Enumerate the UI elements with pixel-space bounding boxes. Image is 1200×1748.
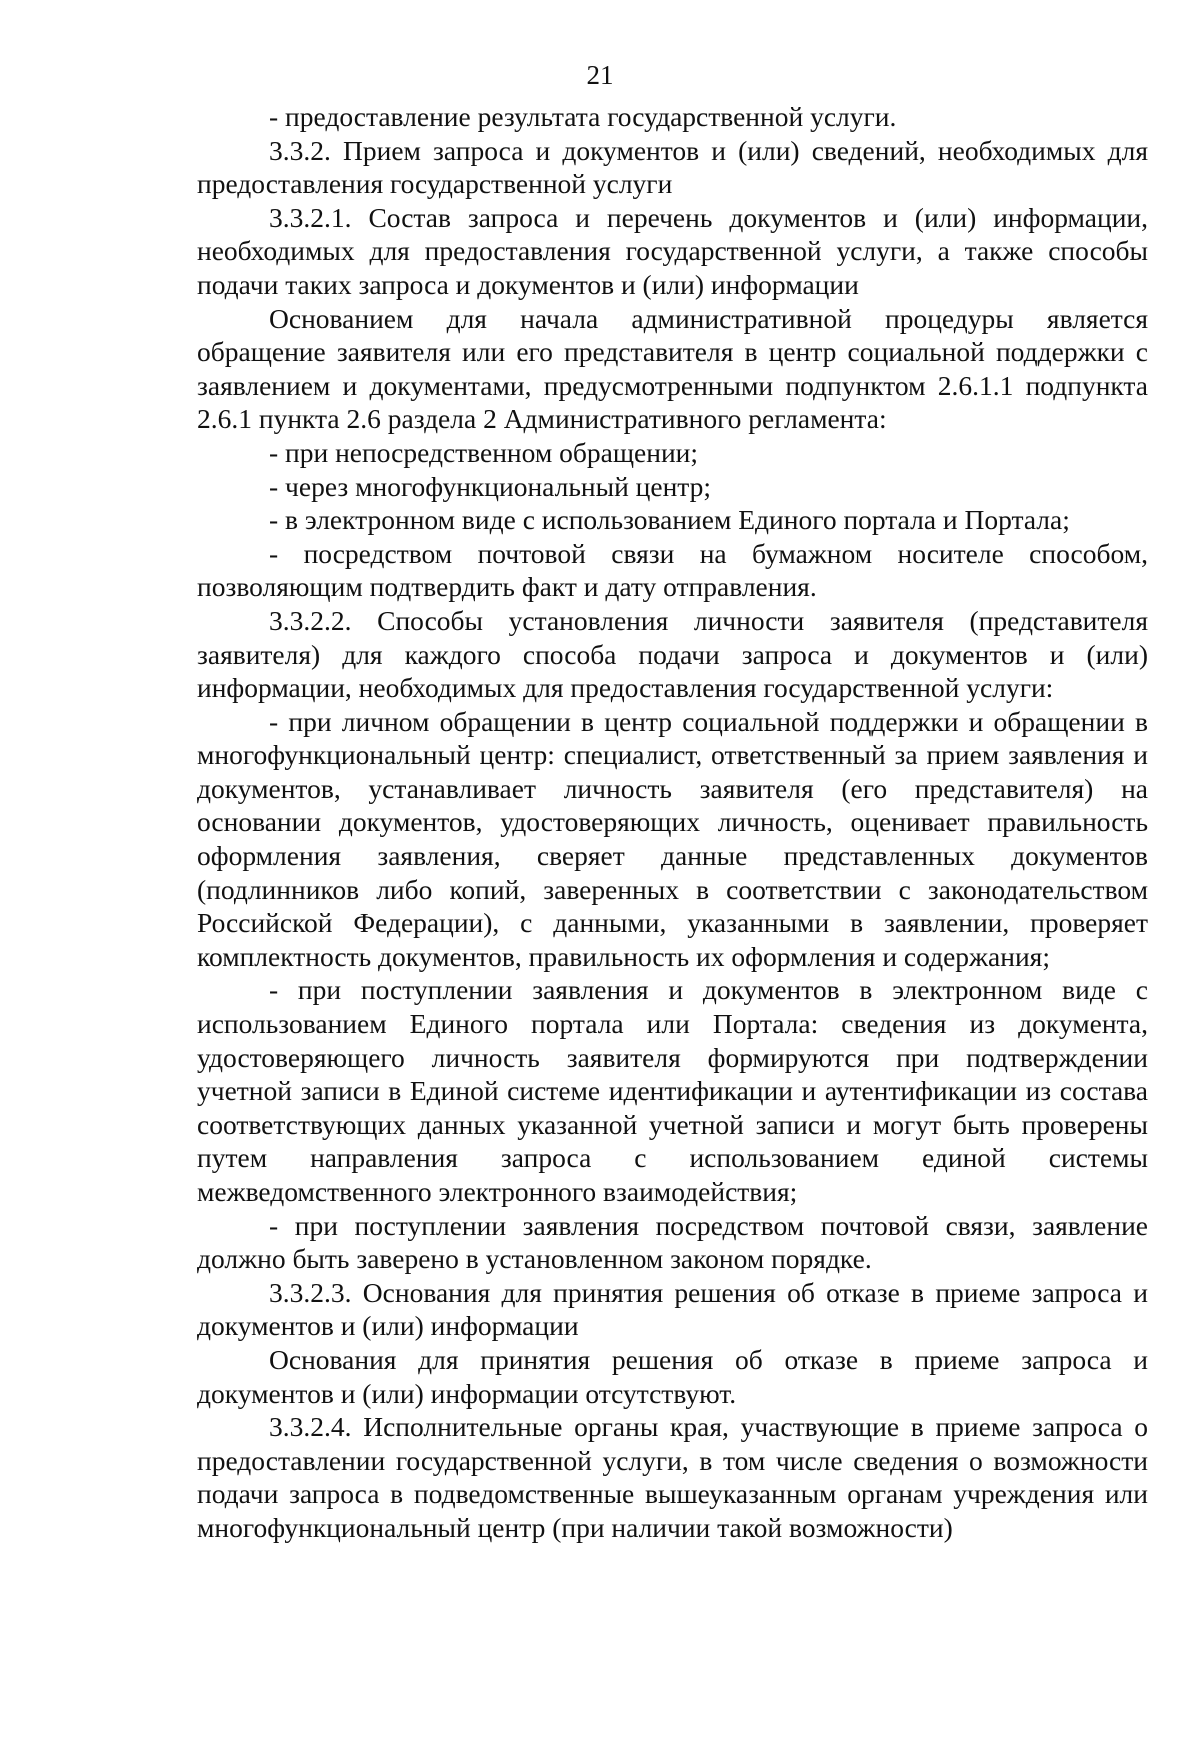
paragraph: - посредством почтовой связи на бумажном носителе способом, позволяющим подтвердить факт и дату отправления. xyxy=(197,537,1148,603)
document-body xyxy=(197,100,1148,1545)
paragraph: 3.3.2.1. Состав запроса и перечень документов и (или) информации, необходимых для предоставления государственной услуги, а также способы подачи таких запроса и документов и (или) информации xyxy=(197,201,1148,300)
paragraph: - при непосредственном обращении; xyxy=(269,436,699,468)
paragraph: - при личном обращении в центр социальной поддержки и обращении в многофункциональный центр: специалист, ответственный за прием заявления и документов, устанавливает личность заявителя (его представителя) на основании документов, удостоверяющих личность, оценивает правильность оформления заявления, сверяет данные представленных документов (подлинников либо копий, заверенных в соответствии с законодательством Российской Федерации), с данными, указанными в заявлении, проверяет комплектность документов, правильность их оформления и содержания; xyxy=(197,705,1148,972)
paragraph: 3.3.2.4. Исполнительные органы края, участвующие в приеме запроса о предоставлении государственной услуги, в том числе сведения о возможности подачи запроса в подведомственные вышеуказанным органам учреждения или многофункциональный центр (при наличии такой возможности) xyxy=(197,1411,1148,1543)
paragraph: 3.3.2.3. Основания для принятия решения об отказе в приеме запроса и документов и (или) информации xyxy=(197,1276,1148,1342)
paragraph: - предоставление результата государственной услуги. xyxy=(269,101,897,132)
paragraph: - в электронном виде с использованием Единого портала и Портала; xyxy=(269,504,1070,536)
paragraph: 3.3.2. Прием запроса и документов и (или) сведений, необходимых для предоставления государственной услуги xyxy=(197,134,1148,200)
paragraph: - при поступлении заявления и документов в электронном виде с использованием Единого портала или Портала: сведения из документа, удостоверяющего личность заявителя формируются при подтверждении учетной записи в Единой системе идентификации и аутентификации из состава соответствующих данных указанной учетной записи и могут быть проверены путем направления запроса с использованием единой системы межведомственного электронного взаимодействия; xyxy=(197,974,1148,1207)
paragraph: - при поступлении заявления посредством почтовой связи, заявление должно быть заверено в установленном законом порядке. xyxy=(197,1209,1148,1275)
paragraph: 3.3.2.2. Способы установления личности заявителя (представителя заявителя) для каждого способа подачи запроса и документов и (или) информации, необходимых для предоставления государственной услуги: xyxy=(197,604,1148,704)
paragraph: Основанием для начала административной процедуры является обращение заявителя или его представителя в центр социальной поддержки с заявлением и документами, предусмотренными подпунктом 2.6.1.1 подпункта 2.6.1 пункта 2.6 раздела 2 Административного регламента: xyxy=(197,302,1148,435)
paragraph: - через многофункциональный центр; xyxy=(269,470,712,502)
paragraph: Основания для принятия решения об отказе в приеме запроса и документов и (или) информации отсутствуют. xyxy=(197,1343,1148,1409)
page-number: 21 xyxy=(586,60,614,90)
